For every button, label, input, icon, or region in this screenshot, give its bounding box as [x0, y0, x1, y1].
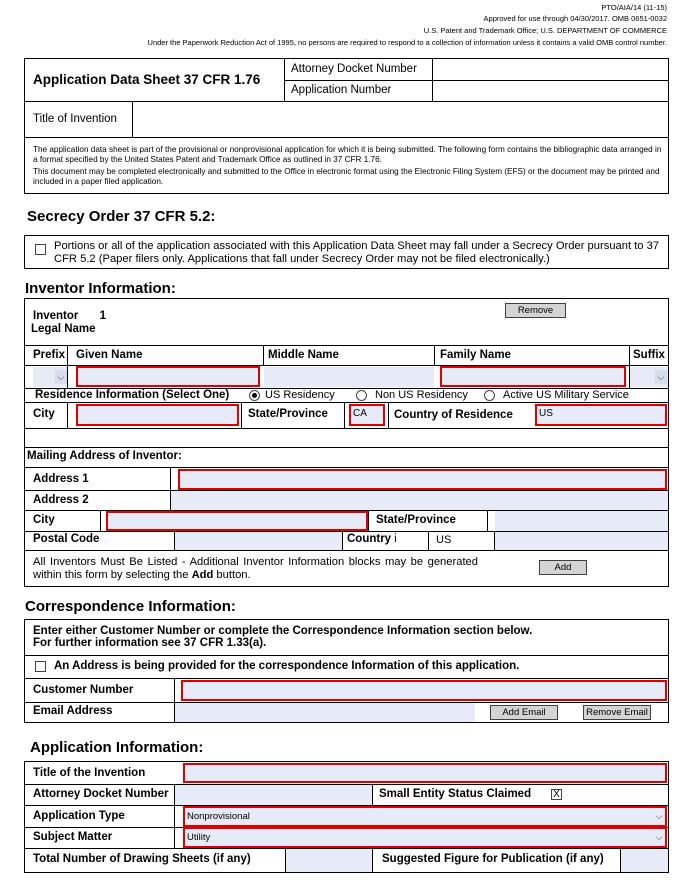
- title-of-invention-field[interactable]: [133, 102, 668, 137]
- drawing-sheets-label: Total Number of Drawing Sheets (if any): [33, 853, 251, 865]
- form-title: Application Data Sheet 37 CFR 1.76: [33, 72, 261, 87]
- correspondence-instruction: Enter either Customer Number or complete the Correspondence Information section below.: [33, 625, 533, 637]
- customer-number-label: Customer Number: [33, 684, 134, 696]
- legal-name-label: Legal Name: [31, 323, 96, 335]
- correspondence-address-checkbox[interactable]: [35, 661, 46, 672]
- subject-matter-select[interactable]: [183, 827, 667, 848]
- agency-name: U.S. Patent and Trademark Office; U.S. DEPARTMENT OF COMMERCE: [423, 26, 667, 35]
- add-inventor-button[interactable]: Add: [539, 560, 587, 575]
- inventor-heading: Inventor Information:: [25, 280, 176, 297]
- add-email-button[interactable]: Add Email: [490, 705, 558, 720]
- title-of-invention-label: Title of Invention: [33, 113, 117, 125]
- attorney-docket-label: Attorney Docket Number: [291, 63, 417, 75]
- secrecy-checkbox[interactable]: [35, 244, 46, 255]
- mail-country-value: US: [436, 534, 452, 546]
- country-label-text: Country: [347, 533, 392, 545]
- country-of-residence-input[interactable]: [535, 404, 667, 426]
- family-name-label: Family Name: [440, 349, 511, 361]
- correspondence-reference: For further information see 37 CFR 1.33(a).: [33, 637, 267, 649]
- suggested-figure-label: Suggested Figure for Publication (if any): [382, 853, 604, 865]
- subject-matter-chevron-down-icon[interactable]: ⌵: [655, 832, 663, 842]
- small-entity-checkbox[interactable]: [551, 789, 562, 800]
- subject-matter-label: Subject Matter: [33, 831, 113, 843]
- given-name-label: Given Name: [76, 349, 143, 361]
- country-of-residence-value: US: [539, 408, 553, 419]
- ads-description: The application data sheet is part of the provisional or nonprovisional application for which it is being submitted. The following form contains the bibliographic data arranged in a format specified by the United States Patent and Trademark Office as outlined in 37 CFR 1.76.: [33, 145, 662, 164]
- mail-state-label: State/Province: [376, 514, 456, 526]
- inventor-label: [33, 310, 106, 322]
- add-inventor-note-prefix: All Inventors Must Be Listed - Additional Inventor Information blocks may be generated within this form by selecting the: [33, 556, 478, 581]
- drawing-sheets-input[interactable]: [286, 849, 372, 872]
- residence-non-us-radio[interactable]: [356, 390, 367, 401]
- application-type-select[interactable]: [183, 806, 667, 827]
- residence-label: Residence Information (Select One): [35, 389, 230, 401]
- mail-city-input[interactable]: [106, 511, 368, 531]
- state-value: CA: [353, 408, 367, 419]
- invention-title-label: Title of the Invention: [33, 767, 146, 779]
- application-number-label: Application Number: [291, 84, 392, 96]
- residence-us-radio[interactable]: [249, 390, 260, 401]
- secrecy-text: Portions or all of the application associated with this Application Data Sheet may fall under a Secrecy Order pursuant to 37 CFR 5.2 (Paper filers only. Applications that fall under Secrecy Order may not be filed electronically.): [54, 240, 660, 265]
- residence-military-radio[interactable]: [484, 390, 495, 401]
- prefix-chevron-down-icon[interactable]: ⌵: [55, 370, 67, 384]
- address1-label: Address 1: [33, 473, 89, 485]
- correspondence-address-label: An Address is being provided for the correspondence Information of this application.: [54, 660, 520, 672]
- add-inventor-note-bold: Add: [191, 568, 214, 581]
- city-label: City: [33, 408, 55, 420]
- residence-us-label: US Residency: [265, 389, 335, 401]
- address2-input[interactable]: [171, 491, 668, 510]
- state-input[interactable]: [349, 404, 385, 426]
- customer-number-input[interactable]: [181, 680, 667, 701]
- suffix-label: Suffix: [633, 349, 665, 361]
- suggested-figure-input[interactable]: [621, 849, 668, 872]
- mail-country-fill[interactable]: [495, 532, 668, 550]
- state-label: State/Province: [248, 408, 328, 420]
- city-input[interactable]: [76, 404, 239, 426]
- correspondence-heading: Correspondence Information:: [25, 598, 236, 615]
- application-number-field[interactable]: [433, 81, 668, 101]
- form-code: PTO/AIA/14 (11-15): [601, 3, 667, 12]
- invention-title-input[interactable]: [183, 763, 667, 783]
- middle-name-label: Middle Name: [268, 349, 339, 361]
- postal-code-label: Postal Code: [33, 533, 100, 545]
- mailing-address-label: Mailing Address of Inventor:: [27, 450, 182, 462]
- app-docket-input[interactable]: [175, 785, 372, 805]
- address2-label: Address 2: [33, 494, 89, 506]
- application-type-label: Application Type: [33, 810, 125, 822]
- mail-city-label: City: [33, 514, 55, 526]
- residence-non-us-label: Non US Residency: [375, 389, 468, 401]
- mail-state-input[interactable]: [495, 511, 668, 531]
- omb-approval: Approved for use through 04/30/2017. OMB 0651-0032: [483, 14, 667, 23]
- family-name-input[interactable]: [440, 366, 626, 387]
- attorney-docket-field[interactable]: [433, 59, 668, 80]
- residence-military-label: Active US Military Service: [503, 389, 629, 401]
- application-heading: Application Information:: [30, 739, 204, 756]
- small-entity-check-mark: X: [553, 789, 560, 800]
- address1-input[interactable]: [178, 469, 667, 490]
- email-address-label: Email Address: [33, 705, 113, 717]
- country-label: [347, 533, 397, 545]
- secrecy-heading: Secrecy Order 37 CFR 5.2:: [27, 208, 216, 225]
- small-entity-label: Small Entity Status Claimed: [379, 788, 532, 800]
- app-docket-label: Attorney Docket Number: [33, 788, 169, 800]
- ads-efs-note: This document may be completed electronically and submitted to the Office in electronic format using the Electronic Filing System (EFS) or the document may be printed and included in a paper filed application.: [33, 167, 660, 186]
- remove-email-button[interactable]: Remove Email: [583, 705, 651, 720]
- inventor-number: 1: [99, 310, 106, 322]
- application-type-chevron-down-icon[interactable]: ⌵: [655, 811, 663, 821]
- suffix-chevron-down-icon[interactable]: ⌵: [655, 370, 667, 384]
- middle-name-input[interactable]: [264, 367, 434, 387]
- paperwork-notice: Under the Paperwork Reduction Act of 1995, no persons are required to respond to a collection of information unless it contains a valid OMB control number.: [147, 38, 667, 47]
- given-name-input[interactable]: [76, 366, 260, 387]
- email-address-input[interactable]: [175, 703, 475, 722]
- postal-code-input[interactable]: [175, 532, 342, 550]
- prefix-label: Prefix: [33, 349, 65, 361]
- remove-inventor-button[interactable]: Remove: [505, 303, 566, 318]
- add-inventor-note: [33, 556, 478, 581]
- add-inventor-note-suffix: button.: [213, 568, 251, 581]
- subject-matter-value: Utility: [187, 832, 211, 843]
- country-of-residence-label: Country of Residence: [394, 409, 513, 421]
- inventor-label-text: Inventor: [33, 310, 79, 322]
- country-label-suffix: i: [394, 533, 397, 545]
- application-type-value: Nonprovisional: [187, 811, 250, 822]
